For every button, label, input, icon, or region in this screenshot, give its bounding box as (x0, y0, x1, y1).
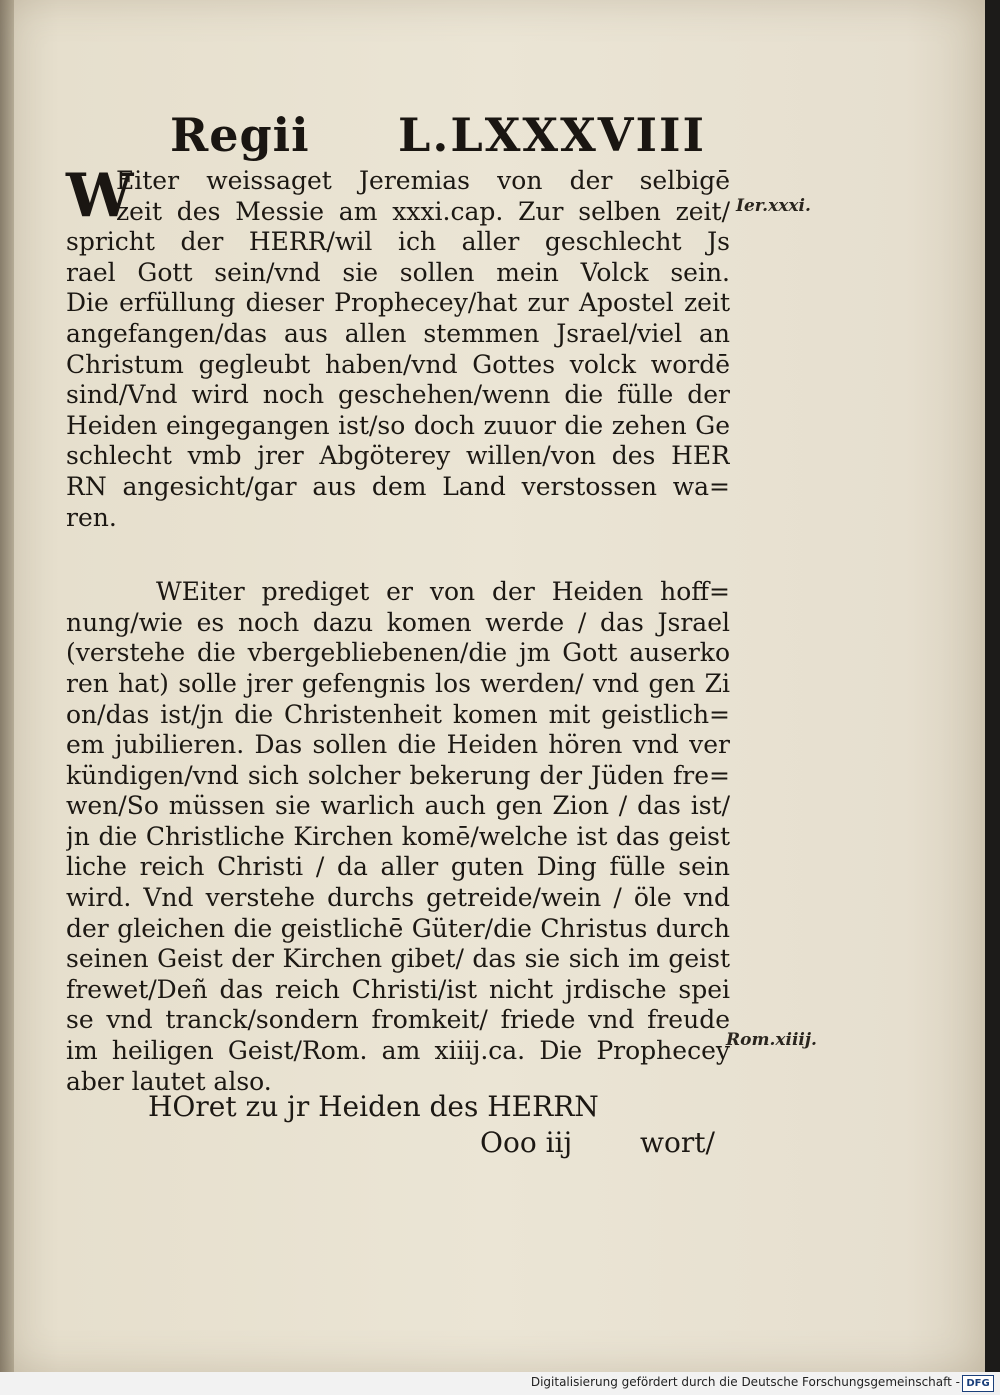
margin-note-jeremiah: Ier.xxxi. (736, 196, 811, 216)
text-line: Christum gegleubt haben/vnd Gottes volck wordē (66, 349, 730, 379)
text-line: kündigen/vnd sich solcher bekerung der Jüden fre= (66, 760, 730, 790)
signature-mark: Ooo iij (480, 1126, 573, 1159)
margin-note-romans: Rom.xiiij. (726, 1030, 817, 1050)
catchword: wort/ (640, 1126, 715, 1159)
text-line: schlecht vmb jrer Abgöterey willen/von des HER (66, 441, 730, 471)
text-line: der gleichen die geistlichē Güter/die Christus durch (66, 913, 730, 943)
paragraph-gap (66, 533, 730, 577)
text-line: jn die Christliche Kirchen komē/welche ist das geist (66, 821, 730, 851)
paragraph-1 (66, 161, 730, 533)
text-line: rael Gott sein/vnd sie sollen mein Volck sein. (66, 257, 730, 287)
text-line: frewet/Deñ das reich Christi/ist nicht jrdische spei (66, 974, 730, 1004)
text-line: im heiligen Geist/Rom. am xiiij.ca. Die Prophecey (66, 1036, 730, 1066)
closing-heading-line: HOret zu jr Heiden des HERRN (148, 1090, 599, 1123)
footer-credit: Digitalisierung gefördert durch die Deutsche Forschungsgemeinschaft - (530, 1375, 960, 1389)
paragraph-2 (66, 577, 730, 1097)
text-line: se vnd tranck/sondern fromkeit/ friede vnd freude (66, 1005, 730, 1035)
dfg-logo: DFG (962, 1375, 994, 1392)
drop-capital: W (66, 161, 134, 231)
text-line: em jubilieren. Das sollen die Heiden hören vnd ver (66, 730, 730, 760)
running-title: Regii (170, 108, 310, 162)
text-line: ren. (66, 502, 117, 532)
text-line: wen/So müssen sie warlich auch gen Zion / das ist/ (66, 791, 730, 821)
text-line: nung/wie es noch dazu komen werde / das Jsrael (66, 607, 730, 637)
text-line: angefangen/das aus allen stemmen Jsrael/viel an (66, 318, 730, 348)
text-line: seinen Geist der Kirchen gibet/ das sie sich im geist (66, 944, 730, 974)
text-line: Die erfüllung dieser Prophecey/hat zur Apostel zeit (66, 288, 730, 318)
folio-number: L.LXXXVIII (398, 108, 707, 162)
text-line: aber lautet also. (66, 1066, 272, 1096)
text-line: Eiter weissaget Jeremias von der selbigē (116, 166, 730, 195)
page-gutter (0, 0, 14, 1372)
text-line: on/das ist/jn die Christenheit komen mit geistlich= (66, 699, 730, 729)
text-line: sind/Vnd wird noch geschehen/wenn die fülle der (66, 380, 730, 410)
text-line: spricht der HERR/wil ich aller geschlecht Js (66, 227, 730, 257)
text-line: zeit des Messie am xxxi.cap. Zur selben zeit/ (116, 196, 730, 226)
text-line: wird. Vnd verstehe durchs getreide/wein / öle vnd (66, 883, 730, 913)
text-line: (verstehe die vbergebliebenen/die jm Gott auserko (66, 638, 730, 668)
text-line: Heiden eingegangen ist/so doch zuuor die zehen Ge (66, 410, 730, 440)
text-line: liche reich Christi / da aller guten Ding fülle sein (66, 852, 730, 882)
text-line: ren hat) solle jrer gefengnis los werden/ vnd gen Zi (66, 668, 730, 698)
running-header (170, 108, 730, 168)
text-line: RN angesicht/gar aus dem Land verstossen wa= (66, 471, 730, 501)
body-text (66, 161, 730, 1097)
text-line: WEiter prediget er von der Heiden hoff= (156, 577, 730, 607)
footer-bar (0, 1372, 1000, 1395)
